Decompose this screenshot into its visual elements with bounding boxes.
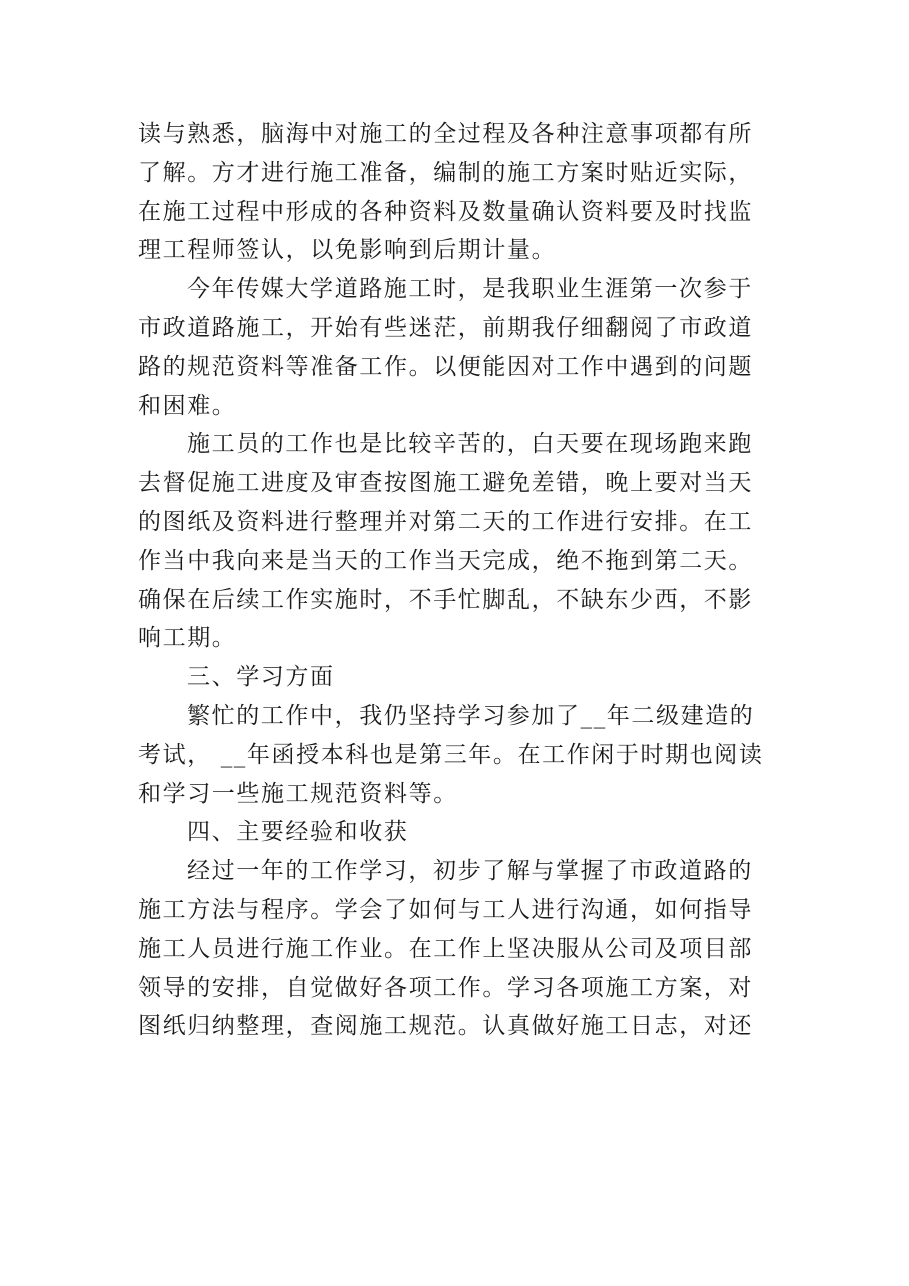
text-line: 去督促施工进度及审查按图施工避免差错，晚上要对当天 <box>138 470 753 497</box>
paragraph-media-university-road <box>138 270 774 425</box>
text-line: 施工员的工作也是比较辛苦的，白天要在现场跑来跑 <box>187 431 753 458</box>
document-body <box>138 115 774 1046</box>
text-line: 考试， __年函授本科也是第三年。在工作闲于时期也阅读 <box>138 741 764 768</box>
section-heading-experience <box>138 813 774 852</box>
paragraph-learning <box>138 697 774 813</box>
text-line: 今年传媒大学道路施工时，是我职业生涯第一次参于 <box>187 276 753 303</box>
text-line: 响工期。 <box>138 625 237 652</box>
text-line: 在施工过程中形成的各种资料及数量确认资料要及时找监 <box>138 198 753 225</box>
text-line: 施工人员进行施工作业。在工作上坚决服从公司及项目部 <box>138 935 753 962</box>
text-line: 和困难。 <box>138 392 237 419</box>
text-line: 市政道路施工，开始有些迷茫，前期我仔细翻阅了市政道 <box>138 314 753 341</box>
text-line: 和学习一些施工规范资料等。 <box>138 780 458 807</box>
paragraph-continuation <box>138 115 774 270</box>
text-line: 领导的安排，自觉做好各项工作。学习各项施工方案，对 <box>138 974 753 1001</box>
heading-text: 四、主要经验和收获 <box>187 819 409 846</box>
text-line: 确保在后续工作实施时，不手忙脚乱，不缺东少西，不影 <box>138 586 753 613</box>
text-line: 了解。方才进行施工准备，编制的施工方案时贴近实际， <box>138 159 753 186</box>
text-line: 理工程师签认，以免影响到后期计量。 <box>138 237 557 264</box>
text-line: 图纸归纳整理，查阅施工规范。认真做好施工日志，对还 <box>138 1013 753 1040</box>
text-line: 的图纸及资料进行整理并对第二天的工作进行安排。在工 <box>138 508 753 535</box>
text-line: 施工方法与程序。学会了如何与工人进行沟通，如何指导 <box>138 896 753 923</box>
text-line: 读与熟悉，脑海中对施工的全过程及各种注意事项都有所 <box>138 121 753 147</box>
text-line: 作当中我向来是当天的工作当天完成，绝不拖到第二天。 <box>138 547 753 574</box>
text-line: 路的规范资料等准备工作。以便能因对工作中遇到的问题 <box>138 353 753 380</box>
paragraph-construction-worker <box>138 425 774 658</box>
heading-text: 三、学习方面 <box>187 664 335 691</box>
paragraph-experience <box>138 852 774 1046</box>
section-heading-learning <box>138 658 774 697</box>
text-line: 繁忙的工作中，我仍坚持学习参加了__年二级建造的 <box>187 702 755 729</box>
text-line: 经过一年的工作学习，初步了解与掌握了市政道路的 <box>187 858 753 885</box>
